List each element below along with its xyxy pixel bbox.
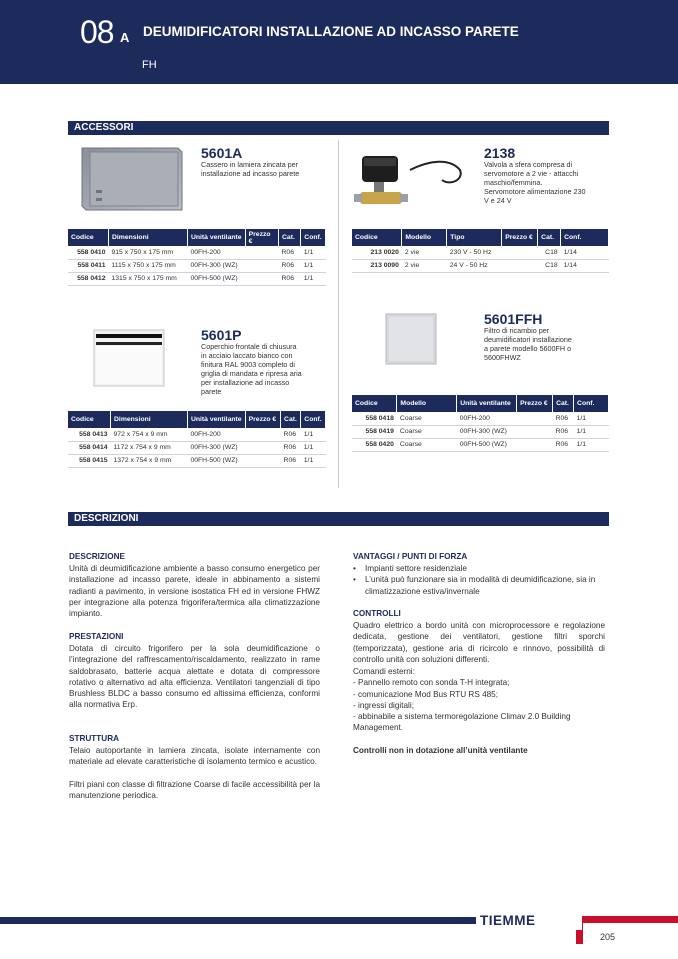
brand-logo-text: TIEMME xyxy=(480,913,536,928)
cell: Coarse xyxy=(397,438,457,451)
product-desc-5601a xyxy=(201,160,299,178)
column-divider xyxy=(338,140,339,488)
table-5601a xyxy=(68,229,326,286)
cell: 1315 x 750 x 175 mm xyxy=(108,272,187,285)
list-item: - ingressi digitali; xyxy=(353,700,414,710)
chapter-number: 08 xyxy=(80,14,114,50)
th-codice: Codice xyxy=(68,411,111,428)
th-dimensioni: Dimensioni xyxy=(108,229,187,246)
table-row xyxy=(352,425,609,438)
cell: 1/1 xyxy=(574,412,609,425)
cell: 558 0419 xyxy=(352,425,397,438)
cell: 1/14 xyxy=(561,246,609,259)
vantaggi-list xyxy=(353,563,605,597)
cell: 2 vie xyxy=(402,259,447,272)
heading-struttura: STRUTTURA xyxy=(69,734,120,743)
th-prezzo: Prezzo € xyxy=(245,229,278,246)
cell: R06 xyxy=(553,438,574,451)
desc-line: a parete modello 5600FH o xyxy=(484,344,572,353)
cell: 1115 x 750 x 175 mm xyxy=(108,259,187,272)
th-modello: Modello xyxy=(402,229,447,246)
desc-line: parete xyxy=(201,387,222,396)
cell: R06 xyxy=(281,441,301,454)
desc-line: Valvola a sfera compresa di xyxy=(484,160,573,169)
cell: 972 x 754 x 9 mm xyxy=(111,428,188,441)
th-dimensioni: Dimensioni xyxy=(111,411,188,428)
cell: 24 V - 50 Hz xyxy=(447,259,502,272)
desc-line: per installazione ad incasso xyxy=(201,378,290,387)
th-conf: Conf. xyxy=(301,229,326,246)
table-row xyxy=(352,438,609,451)
cell xyxy=(245,441,280,454)
cell: 558 0411 xyxy=(68,259,108,272)
cell: R06 xyxy=(279,259,301,272)
cell: 2 vie xyxy=(402,246,447,259)
desc-line: servomotore a 2 vie - attacchi xyxy=(484,169,579,178)
th-codice: Codice xyxy=(352,229,402,246)
heading-descrizione: DESCRIZIONE xyxy=(69,552,125,561)
list-item xyxy=(353,563,605,574)
desc-line: griglia di mandata e ripresa aria xyxy=(201,369,302,378)
desc-line: V e 24 V xyxy=(484,196,512,205)
desc-line: installazione ad incasso parete xyxy=(201,169,300,178)
cell xyxy=(502,259,538,272)
comandi-list xyxy=(353,666,605,734)
cell: 1/1 xyxy=(301,246,326,259)
cell: 00FH-300 (WZ) xyxy=(187,259,245,272)
desc-line: 5600FHWZ xyxy=(484,353,521,362)
cell: 558 0412 xyxy=(68,272,108,285)
cell: 558 0410 xyxy=(68,246,108,259)
text-prestazioni: Dotata di circuito frigorifero per la sola deumidificazione o l’integrazione del raffrescamento/riscaldamento, realizzato in rame saldobrasato, batterie acqua alettate e dotata di compressore rotativo o alternativo ad alta efficienza. Ventilatori tangenziali di tipo Brushless BLDC a basso consumo ed altissima efficienza, conformi alla normativa Erp. xyxy=(69,644,320,710)
cell xyxy=(245,272,278,285)
table-5601p xyxy=(68,411,326,468)
controls-note: Controlli non in dotazione all’unità ventilante xyxy=(353,746,528,755)
cell: 1372 x 754 x 9 mm xyxy=(111,454,188,467)
table-2138 xyxy=(352,229,609,273)
cell: C18 xyxy=(538,246,561,259)
footer-line xyxy=(0,917,480,924)
cell: 00FH-200 xyxy=(187,246,245,259)
product-image-5601a xyxy=(80,146,184,212)
th-cat: Cat. xyxy=(279,229,301,246)
product-image-5601p xyxy=(92,328,166,388)
table-row xyxy=(68,441,326,454)
desc-line: Filtro di ricambio per xyxy=(484,326,550,335)
section-descrizioni: DESCRIZIONI xyxy=(68,512,609,526)
th-cat: Cat. xyxy=(538,229,561,246)
product-desc-2138 xyxy=(484,160,585,205)
cell: 558 0415 xyxy=(68,454,111,467)
product-image-2138 xyxy=(350,150,466,210)
product-image-5601ffh xyxy=(384,312,438,366)
th-conf: Conf. xyxy=(561,229,609,246)
cell xyxy=(517,425,553,438)
cell: 1/1 xyxy=(301,259,326,272)
cell: R06 xyxy=(279,272,301,285)
table-row xyxy=(352,412,609,425)
text-struttura-1: Telaio autoportante in lamiera zincata, isolate internamente con materiale ad elevate caratteristiche di isolamento termico e acustico. xyxy=(69,746,320,767)
chapter-suffix: A xyxy=(120,30,130,45)
list-item-text: L’unità può funzionare sia in modalità di deumidificazione, sia in climatizzazione estiva/invernale xyxy=(365,575,596,596)
cell: 1/1 xyxy=(301,441,326,454)
th-prezzo: Prezzo € xyxy=(245,411,280,428)
th-prezzo: Prezzo € xyxy=(517,395,553,412)
cell: 1/1 xyxy=(574,438,609,451)
th-prezzo: Prezzo € xyxy=(502,229,538,246)
cell: 00FH-500 (WZ) xyxy=(457,438,517,451)
cell xyxy=(245,259,278,272)
list-item: Comandi esterni: xyxy=(353,667,415,676)
cell: 213 0090 xyxy=(352,259,402,272)
th-tipo: Tipo xyxy=(447,229,502,246)
th-cat: Cat. xyxy=(281,411,301,428)
cell: Coarse xyxy=(397,425,457,438)
list-item-text: Impianti settore residenziale xyxy=(365,564,467,573)
cell xyxy=(245,428,280,441)
cell xyxy=(245,454,280,467)
section-accessori: ACCESSORI xyxy=(68,121,609,135)
text-controlli: Quadro elettrico a bordo unità con microprocessore e regolazione dedicata, gestione dei ventilatori, gestione filtri sporchi (temporizzata), gestione aria di ricircolo e rinnovo, possibilità di controllo unità con soluzioni differenti. xyxy=(353,621,605,664)
cell: Coarse xyxy=(397,412,457,425)
desc-line: Servomotore alimentazione 230 xyxy=(484,187,586,196)
text-descrizione: Unità di deumidificazione ambiente a basso consumo energetico per installazione ad incasso parete, ideale in abbinamento a sistemi radianti a pavimento, in versione isostatica FH ed in versione FHWZ per integrazione alla potenza frigorifera/termica alla climatizzazione impianto. xyxy=(69,564,320,619)
desc-line: deumidificatori installazione xyxy=(484,335,572,344)
cell xyxy=(502,246,538,259)
th-codice: Codice xyxy=(68,229,108,246)
th-modello: Modello xyxy=(397,395,457,412)
table-row xyxy=(68,428,326,441)
footer-accent xyxy=(582,916,678,923)
cell: 00FH-300 (WZ) xyxy=(187,441,245,454)
table-row xyxy=(68,272,326,285)
cell: 230 V - 50 Hz xyxy=(447,246,502,259)
table-row xyxy=(352,259,609,272)
desc-line: Cassero in lamiera zincata per xyxy=(201,160,299,169)
cell: R06 xyxy=(279,246,301,259)
th-unita: Unità ventilante xyxy=(187,229,245,246)
table-row xyxy=(352,246,609,259)
cell: 1/1 xyxy=(574,425,609,438)
product-code-5601a: 5601A xyxy=(201,145,243,161)
cell: 1/1 xyxy=(301,454,326,467)
page-number: 205 xyxy=(600,932,616,942)
page-subtitle: FH xyxy=(142,59,157,71)
list-item: - Pannello remoto con sonda T-H integrata; xyxy=(353,678,510,688)
table-row xyxy=(68,246,326,259)
bullet-icon: • xyxy=(353,564,356,573)
cell: 00FH-300 (WZ) xyxy=(457,425,517,438)
cell: 1/1 xyxy=(301,272,326,285)
cell: R06 xyxy=(281,428,301,441)
cell xyxy=(517,412,553,425)
th-cat: Cat. xyxy=(553,395,574,412)
cell: 1/1 xyxy=(301,428,326,441)
th-unita: Unità ventilante xyxy=(187,411,245,428)
cell: 558 0413 xyxy=(68,428,111,441)
cell xyxy=(517,438,553,451)
table-row xyxy=(68,259,326,272)
cell: 00FH-200 xyxy=(187,428,245,441)
cell: 1172 x 754 x 9 mm xyxy=(111,441,188,454)
desc-line: in acciaio laccato bianco con xyxy=(201,351,293,360)
list-item: - comunicazione Mod Bus RTU RS 485; xyxy=(353,689,499,699)
cell: C18 xyxy=(538,259,561,272)
cell: 558 0414 xyxy=(68,441,111,454)
product-desc-5601p xyxy=(201,342,302,396)
cell: 558 0420 xyxy=(352,438,397,451)
th-conf: Conf. xyxy=(574,395,609,412)
cell: R06 xyxy=(553,412,574,425)
desc-line: maschio/femmina. xyxy=(484,178,543,187)
cell: R06 xyxy=(553,425,574,438)
cell: R06 xyxy=(281,454,301,467)
desc-line: Coperchio frontale di chiusura xyxy=(201,342,297,351)
th-codice: Codice xyxy=(352,395,397,412)
cell: 213 0020 xyxy=(352,246,402,259)
table-5601ffh xyxy=(352,395,609,452)
heading-controlli: CONTROLLI xyxy=(353,609,401,618)
product-desc-5601ffh xyxy=(484,326,572,362)
heading-vantaggi: VANTAGGI / PUNTI DI FORZA xyxy=(353,552,468,561)
list-item: - abbinabile a sistema termoregolazione Climav 2.0 Building Management. xyxy=(353,712,571,733)
cell: 00FH-500 (WZ) xyxy=(187,272,245,285)
table-row xyxy=(68,454,326,467)
product-code-5601ffh: 5601FFH xyxy=(484,311,543,327)
product-code-5601p: 5601P xyxy=(201,327,242,343)
cell: 558 0418 xyxy=(352,412,397,425)
bullet-icon: • xyxy=(353,575,356,585)
list-item xyxy=(353,574,605,597)
cell: 00FH-500 (WZ) xyxy=(187,454,245,467)
text-struttura-2: Filtri piani con classe di filtrazione Coarse di facile accessibilità per la manutenzione periodica. xyxy=(69,780,320,801)
cell xyxy=(245,246,278,259)
heading-prestazioni: PRESTAZIONI xyxy=(69,632,124,641)
desc-line: finitura RAL 9003 completo di xyxy=(201,360,296,369)
th-conf: Conf. xyxy=(301,411,326,428)
page-title: DEUMIDIFICATORI INSTALLAZIONE AD INCASSO PARETE xyxy=(143,24,519,39)
cell: 915 x 750 x 175 mm xyxy=(108,246,187,259)
cell: 00FH-200 xyxy=(457,412,517,425)
cell: 1/14 xyxy=(561,259,609,272)
product-code-2138: 2138 xyxy=(484,145,516,161)
th-unita: Unità ventilante xyxy=(457,395,517,412)
